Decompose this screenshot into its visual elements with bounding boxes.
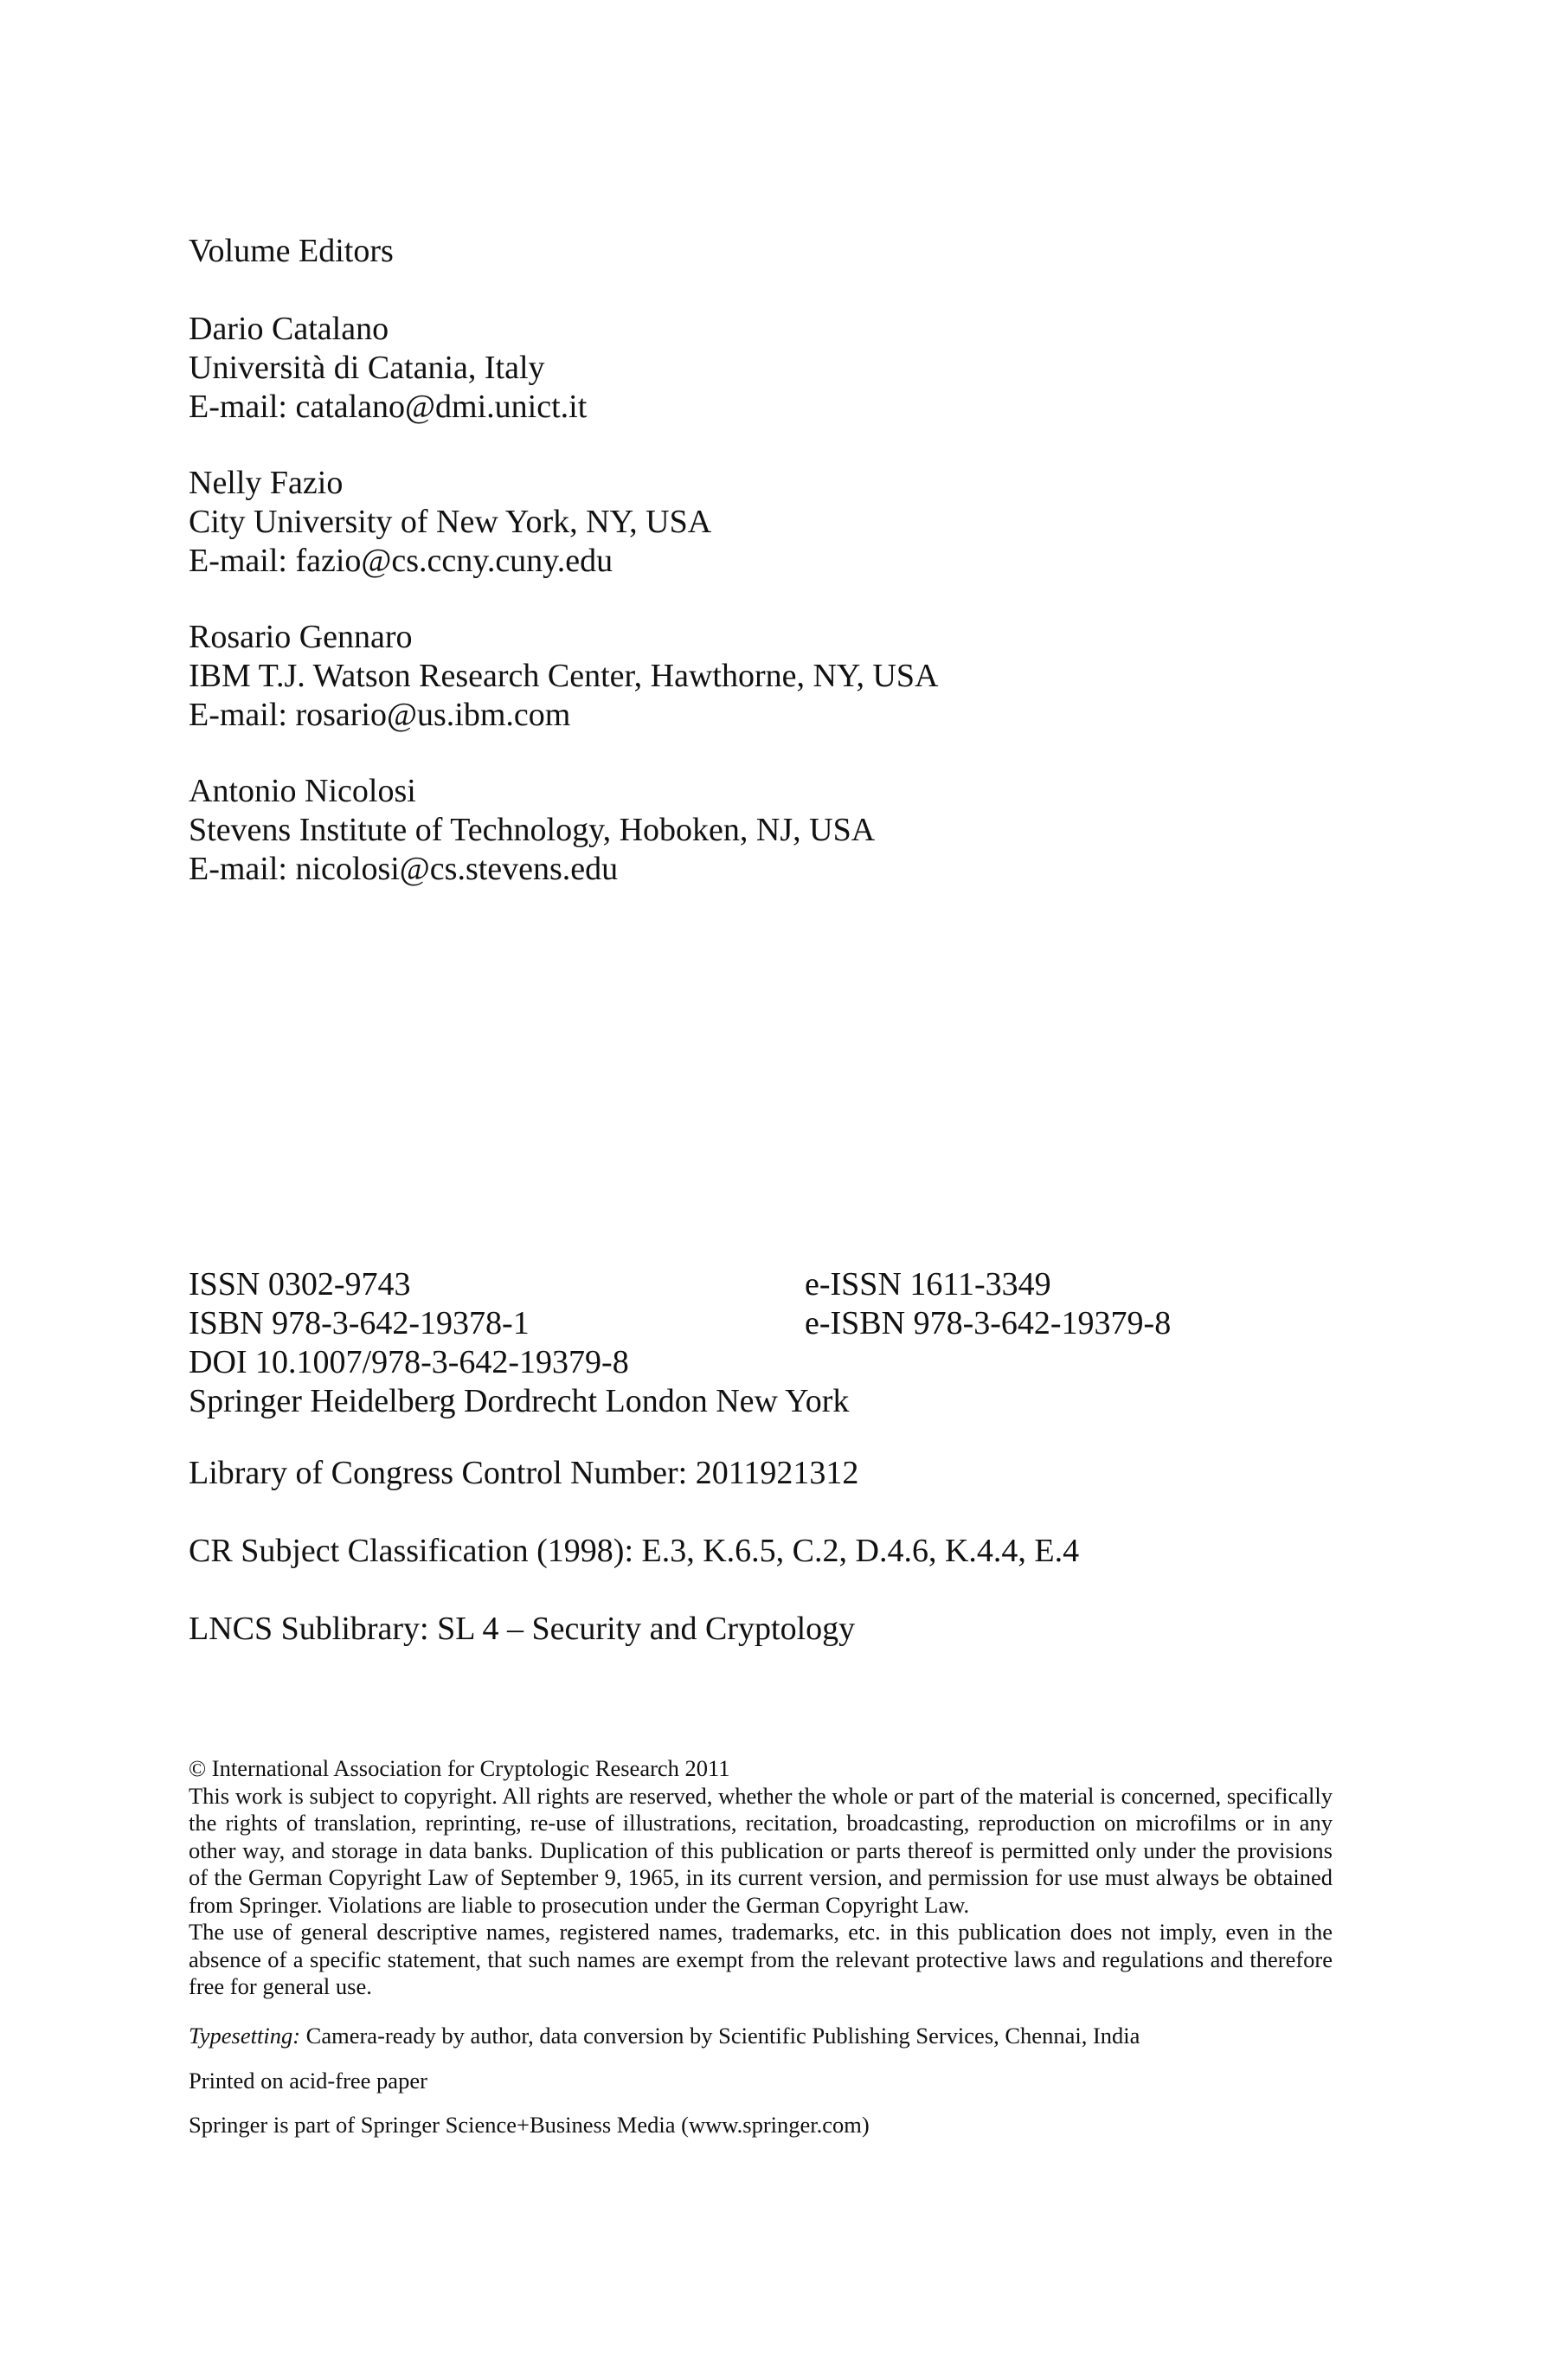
library-of-congress: [189, 1454, 1339, 1493]
locn-text: Library of Congress Control Number: 2011921312: [189, 1455, 859, 1491]
editor-name: Nelly Fazio: [189, 465, 344, 501]
editor-name: Rosario Gennaro: [189, 619, 413, 655]
editor-affiliation: Stevens Institute of Technology, Hoboken, NJ, USA: [189, 812, 876, 848]
copyright-notice: [189, 1755, 1333, 2001]
typesetting-note: [189, 2023, 1339, 2050]
editor-email: E-mail: nicolosi@cs.stevens.edu: [189, 851, 619, 887]
editor-entry: [189, 464, 1339, 581]
typesetting-text: Camera-ready by author, data conversion by Scientific Publishing Services, Chennai, India: [300, 2023, 1140, 2049]
editor-affiliation: City University of New York, NY, USA: [189, 504, 712, 540]
cr-text: CR Subject Classification (1998): E.3, K.6.5, C.2, D.4.6, K.4.4, E.4: [189, 1533, 1080, 1569]
doi: DOI 10.1007/978-3-642-19379-8: [189, 1344, 629, 1380]
isbn-row: [189, 1304, 1339, 1343]
eissn: e-ISSN 1611-3349: [805, 1266, 1051, 1303]
lncs-sublibrary: [189, 1610, 1339, 1649]
publisher-cities: Springer Heidelberg Dordrecht London New York: [189, 1383, 850, 1419]
sublibrary-text: LNCS Sublibrary: SL 4 – Security and Cryptology: [189, 1611, 856, 1647]
editor-email: E-mail: fazio@cs.ccny.cuny.edu: [189, 543, 613, 579]
typesetting-label: Typesetting:: [189, 2023, 301, 2049]
editor-affiliation: Università di Catania, Italy: [189, 350, 545, 386]
heading-text: Volume Editors: [189, 233, 394, 269]
editor-entry: [189, 310, 1339, 427]
printed-text: Printed on acid-free paper: [189, 2068, 427, 2094]
editor-entry: [189, 772, 1339, 889]
editor-email: E-mail: catalano@dmi.unict.it: [189, 389, 588, 425]
springer-text: Springer is part of Springer Science+Business Media (www.springer.com): [189, 2112, 870, 2138]
volume-editors-heading: [189, 232, 1339, 271]
copyright-holder: © International Association for Cryptologic Research 2011: [189, 1755, 730, 1781]
editor-name: Antonio Nicolosi: [189, 773, 416, 809]
editor-affiliation: IBM T.J. Watson Research Center, Hawthorne, NY, USA: [189, 658, 939, 694]
editor-email: E-mail: rosario@us.ibm.com: [189, 697, 571, 733]
springer-note: [189, 2112, 1339, 2139]
isbn: ISBN 978-3-642-19378-1: [189, 1305, 530, 1341]
issn-row: [189, 1265, 1339, 1304]
editor-name: Dario Catalano: [189, 311, 389, 347]
issn: ISSN 0302-9743: [189, 1266, 411, 1303]
printed-note: [189, 2068, 1339, 2095]
eisbn: e-ISBN 978-3-642-19379-8: [805, 1305, 1172, 1341]
publication-identifiers: [189, 1265, 1339, 1421]
cr-subject-classification: [189, 1532, 1339, 1571]
editor-entry: [189, 618, 1339, 735]
trademark-paragraph: The use of general descriptive names, registered names, trademarks, etc. in this publication does not imply, even in the absence of a specific statement, that such names are exempt from the relevant protective laws and regulations and therefore free for general use.: [189, 1919, 1333, 1999]
copyright-paragraph: This work is subject to copyright. All rights are reserved, whether the whole or part of the material is concerned, specifically the rights of translation, reprinting, re-use of illustrations, recitation, broadcasting, reproduction on microfilms or in any other way, and storage in data banks. Duplication of this publication or parts thereof is permitted only under the provisions of the German Copyright Law of September 9, 1965, in its current version, and permission for use must always be obtained from Springer. Violations are liable to prosecution under the German Copyright Law.: [189, 1782, 1333, 1918]
